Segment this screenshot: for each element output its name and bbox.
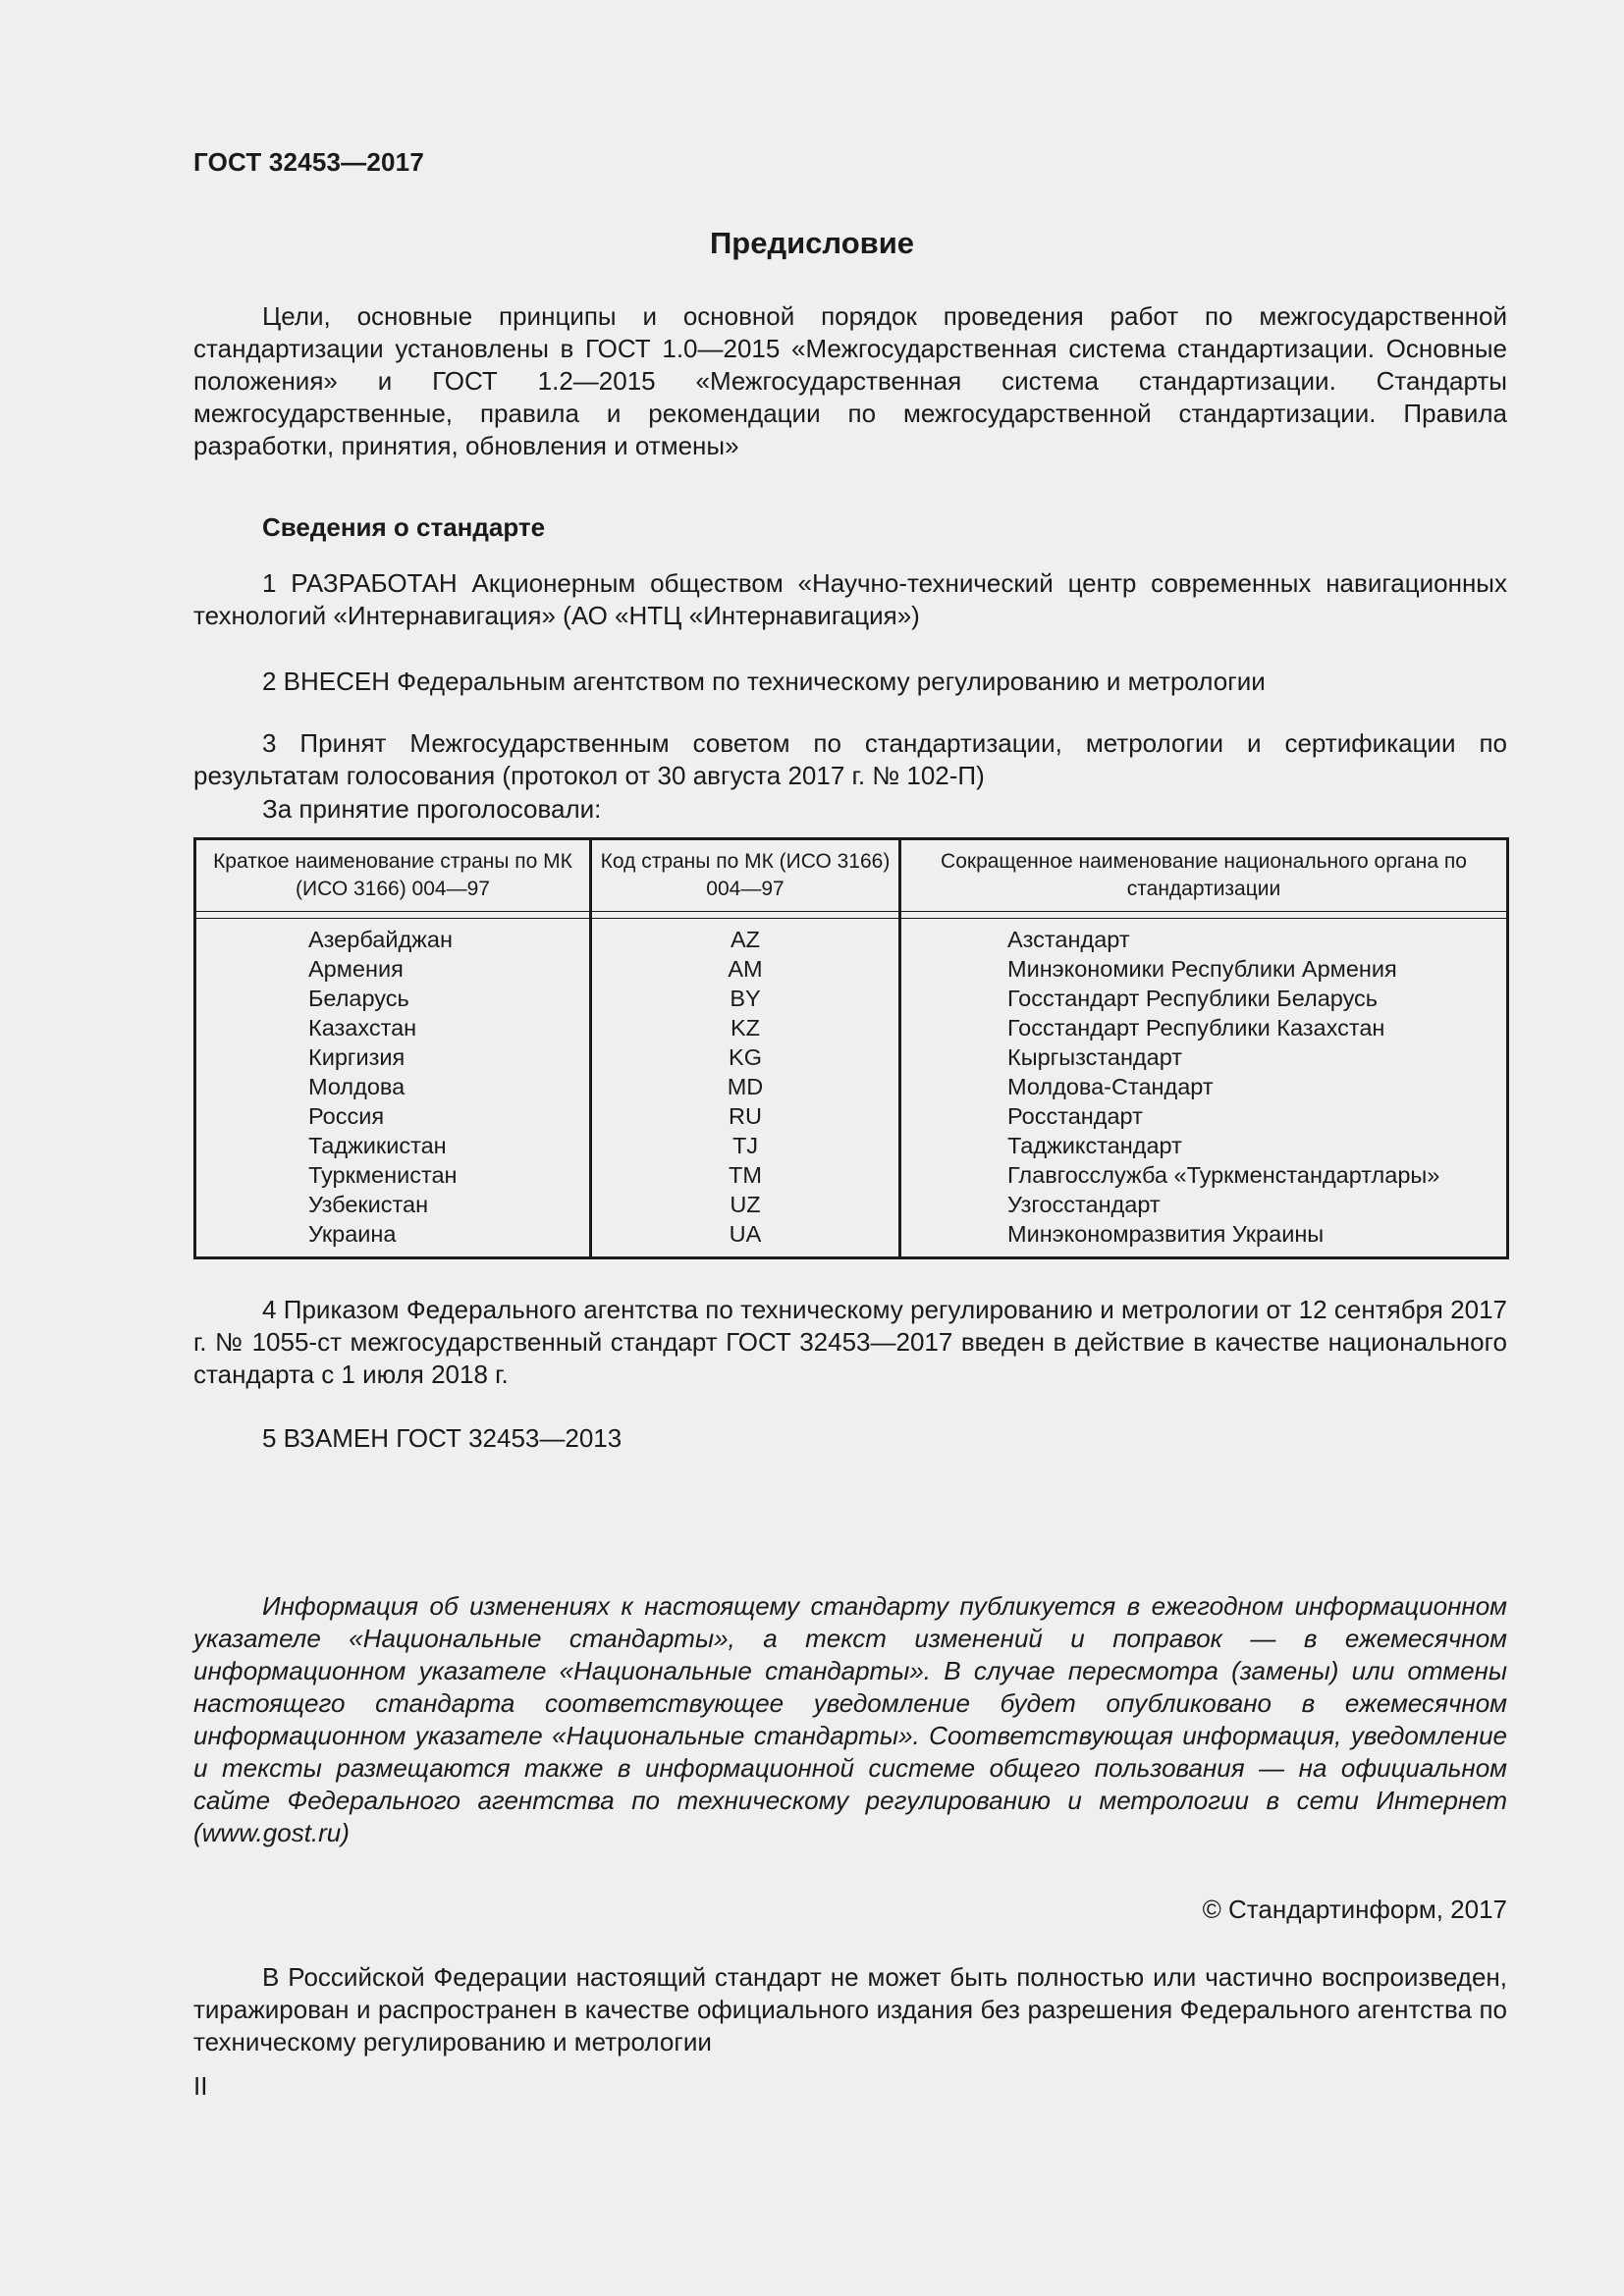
- copyright-line: © Стандартинформ, 2017: [1202, 1895, 1507, 1924]
- country-name: Молдова: [195, 1072, 591, 1101]
- restriction-block: [193, 1961, 1507, 2058]
- country-code: KZ: [591, 1013, 900, 1042]
- country-code: UZ: [591, 1190, 900, 1219]
- table-row: [195, 1190, 1508, 1219]
- item-4-paragraph: 4 Приказом Федерального агентства по техническому регулированию и метрологии от 12 сентября 2017 г. № 1055-ст межгосударственный стандарт ГОСТ 32453—2017 введен в действие в качестве национального стандарта с 1 июля 2018 г.: [193, 1295, 1507, 1389]
- standards-body: Узгосстандарт: [900, 1190, 1508, 1219]
- standards-body: Госстандарт Республики Казахстан: [900, 1013, 1508, 1042]
- standards-body: Молдова-Стандарт: [900, 1072, 1508, 1101]
- item-2-paragraph: 2 ВНЕСЕН Федеральным агентством по техническому регулированию и метрологии: [262, 667, 1266, 696]
- standards-body: Росстандарт: [900, 1101, 1508, 1131]
- standards-body: Азстандарт: [900, 919, 1508, 955]
- country-name: Киргизия: [195, 1042, 591, 1072]
- table-row: [195, 1101, 1508, 1131]
- country-name: Азербайджан: [195, 919, 591, 955]
- standards-body: Минэкономики Республики Армения: [900, 954, 1508, 984]
- notice-block: [193, 1590, 1507, 1849]
- table-row: [195, 984, 1508, 1013]
- item-3-paragraph: 3 Принят Межгосударственным советом по стандартизации, метрологии и сертификации по результатам голосования (протокол от 30 августа 2017 г. № 102-П): [193, 728, 1507, 790]
- country-code: UA: [591, 1219, 900, 1258]
- country-name: Беларусь: [195, 984, 591, 1013]
- standards-body: Кыргызстандарт: [900, 1042, 1508, 1072]
- document-id: ГОСТ 32453—2017: [193, 147, 424, 177]
- country-code: TJ: [591, 1131, 900, 1160]
- intro-block: [193, 300, 1507, 462]
- table-row: [195, 1072, 1508, 1101]
- country-name: Украина: [195, 1219, 591, 1258]
- standards-body: Госстандарт Республики Беларусь: [900, 984, 1508, 1013]
- page-number: II: [193, 2071, 208, 2101]
- country-name: Казахстан: [195, 1013, 591, 1042]
- standards-body: Минэкономразвития Украины: [900, 1219, 1508, 1258]
- table-row: [195, 954, 1508, 984]
- table-row: [195, 919, 1508, 955]
- table-row: [195, 1013, 1508, 1042]
- item-1-paragraph: 1 РАЗРАБОТАН Акционерным обществом «Научно-технический центр современных навигационных технологий «Интернавигация» (АО «НТЦ «Интернавигация»): [193, 568, 1507, 630]
- country-code: RU: [591, 1101, 900, 1131]
- country-name: Армения: [195, 954, 591, 984]
- country-name: Россия: [195, 1101, 591, 1131]
- table-header-row: [195, 839, 1508, 912]
- intro-paragraph: Цели, основные принципы и основной порядок проведения работ по межгосударственной стандартизации установлены в ГОСТ 1.0—2015 «Межгосударственная система стандартизации. Основные положения» и ГОСТ 1.2—2015 «Межгосударственная система стандартизации. Стандарты межгосударственные, правила и рекомендации по межгосударственной стандартизации. Правила разработки, принятия, обновления и отмены»: [193, 301, 1507, 460]
- table-row: [195, 1160, 1508, 1190]
- table-row: [195, 1219, 1508, 1258]
- item-5-paragraph: 5 ВЗАМЕН ГОСТ 32453—2013: [262, 1423, 623, 1453]
- country-code: MD: [591, 1072, 900, 1101]
- page-title: Предисловие: [709, 226, 914, 260]
- standards-body: Главгосслужба «Туркменстандартлары»: [900, 1160, 1508, 1190]
- country-code: AM: [591, 954, 900, 984]
- country-code: TM: [591, 1160, 900, 1190]
- country-name: Таджикистан: [195, 1131, 591, 1160]
- header-separator: [195, 912, 1508, 919]
- item-1-block: [193, 567, 1507, 632]
- item-4-block: [193, 1294, 1507, 1391]
- header-country-code: Код страны по МК (ИСО 3166) 004—97: [591, 839, 900, 912]
- country-code: AZ: [591, 919, 900, 955]
- table-row: [195, 1042, 1508, 1072]
- voted-label: За принятие проголосовали:: [262, 794, 602, 824]
- country-code: BY: [591, 984, 900, 1013]
- country-name: Туркменистан: [195, 1160, 591, 1190]
- header-standards-body: Сокращенное наименование национального органа по стандартизации: [900, 839, 1508, 912]
- country-code: KG: [591, 1042, 900, 1072]
- table-row: [195, 1131, 1508, 1160]
- country-name: Узбекистан: [195, 1190, 591, 1219]
- section-heading: Сведения о стандарте: [262, 512, 546, 542]
- restriction-paragraph: В Российской Федерации настоящий стандарт не может быть полностью или частично воспроизведен, тиражирован и распространен в качестве официального издания без разрешения Федерального агентства по техническому регулированию и метрологии: [193, 1962, 1507, 2056]
- voting-table: [193, 837, 1509, 1259]
- standards-body: Таджикстандарт: [900, 1131, 1508, 1160]
- notice-paragraph: Информация об изменениях к настоящему стандарту публикуется в ежегодном информационном указателе «Национальные стандарты», а текст изменений и поправок — в ежемесячном информационном указателе «Национальные стандарты». В случае пересмотра (замены) или отмены настоящего стандарта соответствующее уведомление будет опубликовано в ежемесячном информационном указателе «Национальные стандарты». Соответствующая информация, уведомление и тексты размещаются также в информационной системе общего пользования — на официальном сайте Федерального агентства по техническому регулированию и метрологии в сети Интернет (www.gost.ru): [193, 1591, 1507, 1847]
- item-3-block: [193, 727, 1507, 792]
- header-country-name: Краткое наименование страны по МК (ИСО 3166) 004—97: [195, 839, 591, 912]
